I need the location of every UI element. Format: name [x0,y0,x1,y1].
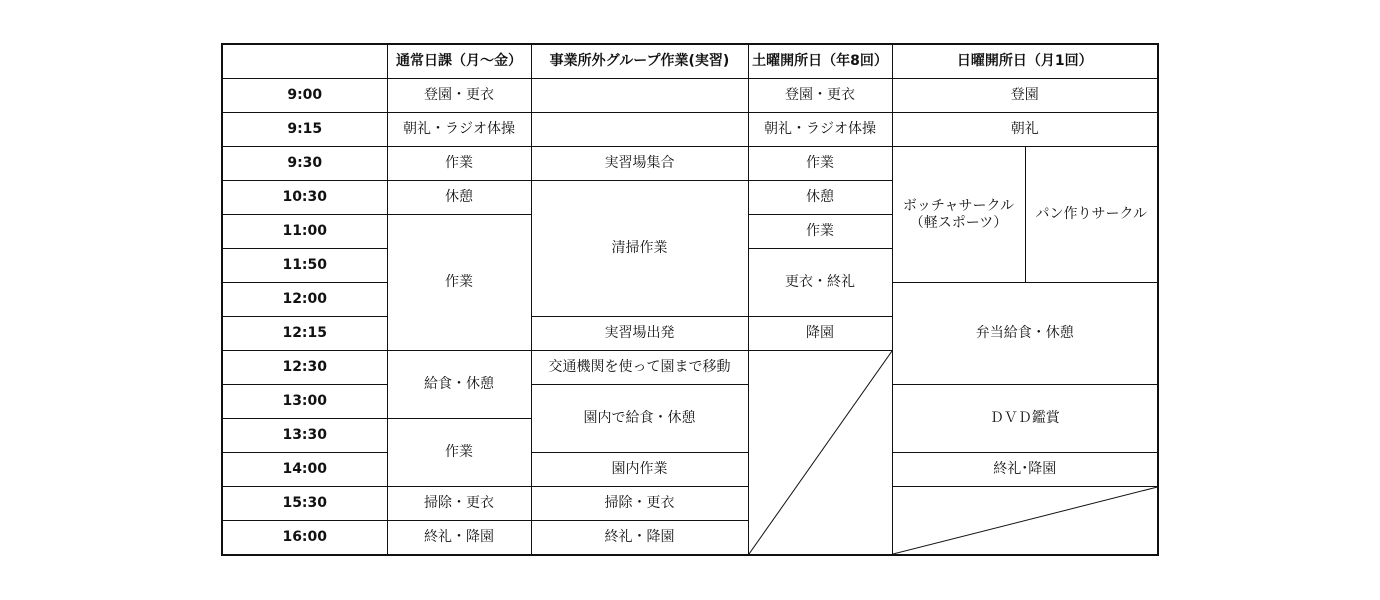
saturday-cell: 休憩 [748,181,892,215]
sunday-cell: 朝礼 [892,113,1158,147]
header-blank [222,44,387,79]
offsite-cell: 終礼・降園 [531,521,748,556]
bocce-label-line2: （軽スポーツ） [909,214,1008,231]
offsite-cell-empty [531,79,748,113]
regular-cell: 休憩 [387,181,531,215]
regular-cell: 作業 [387,419,531,487]
saturday-cell: 更衣・終礼 [748,249,892,317]
sunday-cell: 弁当給食・休憩 [892,283,1158,385]
diagonal-line [749,351,892,554]
saturday-cell: 作業 [748,215,892,249]
table-row [222,385,1158,419]
time-cell: 12:30 [222,351,387,385]
saturday-empty-diagonal-cell [748,351,892,556]
time-cell: 9:30 [222,147,387,181]
time-cell: 9:15 [222,113,387,147]
regular-cell: 作業 [387,147,531,181]
regular-cell: 登園・更衣 [387,79,531,113]
saturday-cell: 降園 [748,317,892,351]
header-sunday: 日曜開所日（月1回） [892,44,1158,79]
time-cell: 9:00 [222,79,387,113]
offsite-cell: 実習場出発 [531,317,748,351]
table-row [222,487,1158,521]
time-cell: 11:00 [222,215,387,249]
time-cell: 15:30 [222,487,387,521]
sunday-bread-cell: パン作りサークル [1025,147,1158,283]
regular-cell: 朝礼・ラジオ体操 [387,113,531,147]
offsite-cell-empty [531,113,748,147]
table-row [222,453,1158,487]
sunday-empty-diagonal-cell [892,487,1158,556]
time-cell: 16:00 [222,521,387,556]
sunday-cell: ＤＶＤ鑑賞 [892,385,1158,453]
header-regular: 通常日課（月～金） [387,44,531,79]
time-cell: 14:00 [222,453,387,487]
sunday-bocce-cell [892,147,1025,283]
header-saturday: 土曜開所日（年8回） [748,44,892,79]
time-cell: 12:00 [222,283,387,317]
regular-cell: 掃除・更衣 [387,487,531,521]
regular-cell: 作業 [387,215,531,351]
saturday-cell: 登園・更衣 [748,79,892,113]
time-cell: 13:00 [222,385,387,419]
sunday-cell: 登園 [892,79,1158,113]
schedule-table [221,43,1159,556]
table-row [222,113,1158,147]
offsite-cell: 実習場集合 [531,147,748,181]
offsite-cell: 交通機関を使って園まで移動 [531,351,748,385]
header-offsite: 事業所外グループ作業(実習) [531,44,748,79]
saturday-cell: 朝礼・ラジオ体操 [748,113,892,147]
diagonal-line [893,487,1158,554]
offsite-cell: 園内作業 [531,453,748,487]
table-row [222,79,1158,113]
saturday-cell: 作業 [748,147,892,181]
offsite-cell: 園内で給食・休憩 [531,385,748,453]
time-cell: 12:15 [222,317,387,351]
regular-cell: 給食・休憩 [387,351,531,419]
time-cell: 10:30 [222,181,387,215]
offsite-cell: 掃除・更衣 [531,487,748,521]
time-cell: 11:50 [222,249,387,283]
offsite-cell: 清掃作業 [531,181,748,317]
time-cell: 13:30 [222,419,387,453]
regular-cell: 終礼・降園 [387,521,531,556]
sunday-cell: 終礼･降園 [892,453,1158,487]
header-row [222,44,1158,79]
bocce-label-line1: ボッチャサークル [902,197,1015,214]
table-row [222,147,1158,181]
